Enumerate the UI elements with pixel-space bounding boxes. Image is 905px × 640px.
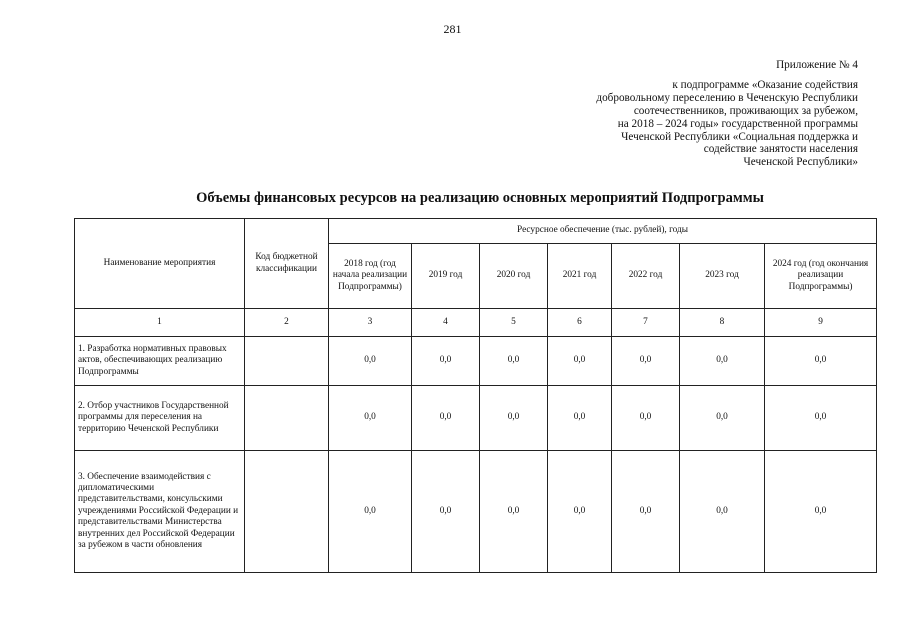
budget-code	[245, 386, 329, 451]
year-value: 0,0	[612, 386, 680, 451]
page-number: 281	[443, 22, 462, 36]
column-number: 5	[480, 309, 548, 337]
header-name: Наименование мероприятия	[75, 219, 245, 309]
year-value: 0,0	[765, 451, 877, 573]
year-value: 0,0	[412, 337, 480, 386]
header-year: 2019 год	[412, 244, 480, 309]
year-value: 0,0	[765, 337, 877, 386]
year-value: 0,0	[765, 386, 877, 451]
column-number: 3	[329, 309, 412, 337]
appendix-line: добровольному переселению в Чеченскую Республики	[596, 91, 858, 104]
appendix-line: Чеченской Республики «Социальная поддержка и	[621, 130, 858, 143]
header-year: 2020 год	[480, 244, 548, 309]
appendix-line: на 2018 – 2024 годы» государственной программы	[617, 117, 858, 130]
budget-code	[245, 337, 329, 386]
table-header-row	[75, 219, 877, 244]
appendix-line: соотечественников, проживающих за рубежом,	[633, 104, 858, 117]
year-value: 0,0	[680, 451, 765, 573]
financial-resources-table	[74, 218, 877, 573]
column-number: 2	[245, 309, 329, 337]
activity-name: 2. Отбор участников Государственной программы для переселения на территорию Чеченской Республики	[75, 386, 245, 451]
header-year: 2022 год	[612, 244, 680, 309]
year-value: 0,0	[680, 337, 765, 386]
year-value: 0,0	[612, 337, 680, 386]
header-year: 2021 год	[548, 244, 612, 309]
column-number: 8	[680, 309, 765, 337]
table-row	[75, 337, 877, 386]
header-code: Код бюджетной классификации	[245, 219, 329, 309]
column-number: 6	[548, 309, 612, 337]
year-value: 0,0	[329, 451, 412, 573]
appendix-title: Приложение № 4	[776, 59, 858, 71]
header-year: 2018 год (год начала реализации Подпрограммы)	[329, 244, 412, 309]
document-title: Объемы финансовых ресурсов на реализацию основных мероприятий Подпрограммы	[196, 190, 764, 206]
header-resources: Ресурсное обеспечение (тыс. рублей), годы	[329, 219, 877, 244]
year-value: 0,0	[412, 451, 480, 573]
column-number: 7	[612, 309, 680, 337]
appendix-line: Чеченской Республики»	[743, 156, 858, 169]
year-value: 0,0	[480, 337, 548, 386]
year-value: 0,0	[480, 451, 548, 573]
table-row	[75, 451, 877, 573]
column-number: 1	[75, 309, 245, 337]
table-column-numbers-row	[75, 309, 877, 337]
appendix-line: содействие занятости населения	[703, 143, 858, 156]
header-year: 2023 год	[680, 244, 765, 309]
header-year: 2024 год (год окончания реализации Подпрограммы)	[765, 244, 877, 309]
year-value: 0,0	[612, 451, 680, 573]
year-value: 0,0	[548, 337, 612, 386]
year-value: 0,0	[329, 386, 412, 451]
year-value: 0,0	[329, 337, 412, 386]
year-value: 0,0	[412, 386, 480, 451]
activity-name: 3. Обеспечение взаимодействия с дипломатическими представительствами, консульскими учреждениями Российской Федерации и представительствами Министерства внутренних дел Российской Федерации за рубежом в части обновления	[75, 451, 245, 573]
year-value: 0,0	[548, 386, 612, 451]
appendix-line: к подпрограмме «Оказание содействия	[672, 78, 858, 91]
year-value: 0,0	[680, 386, 765, 451]
activity-name: 1. Разработка нормативных правовых актов, обеспечивающих реализацию Подпрограммы	[75, 337, 245, 386]
year-value: 0,0	[480, 386, 548, 451]
year-value: 0,0	[548, 451, 612, 573]
table-row	[75, 386, 877, 451]
appendix-block	[518, 59, 858, 169]
column-number: 9	[765, 309, 877, 337]
column-number: 4	[412, 309, 480, 337]
budget-code	[245, 451, 329, 573]
